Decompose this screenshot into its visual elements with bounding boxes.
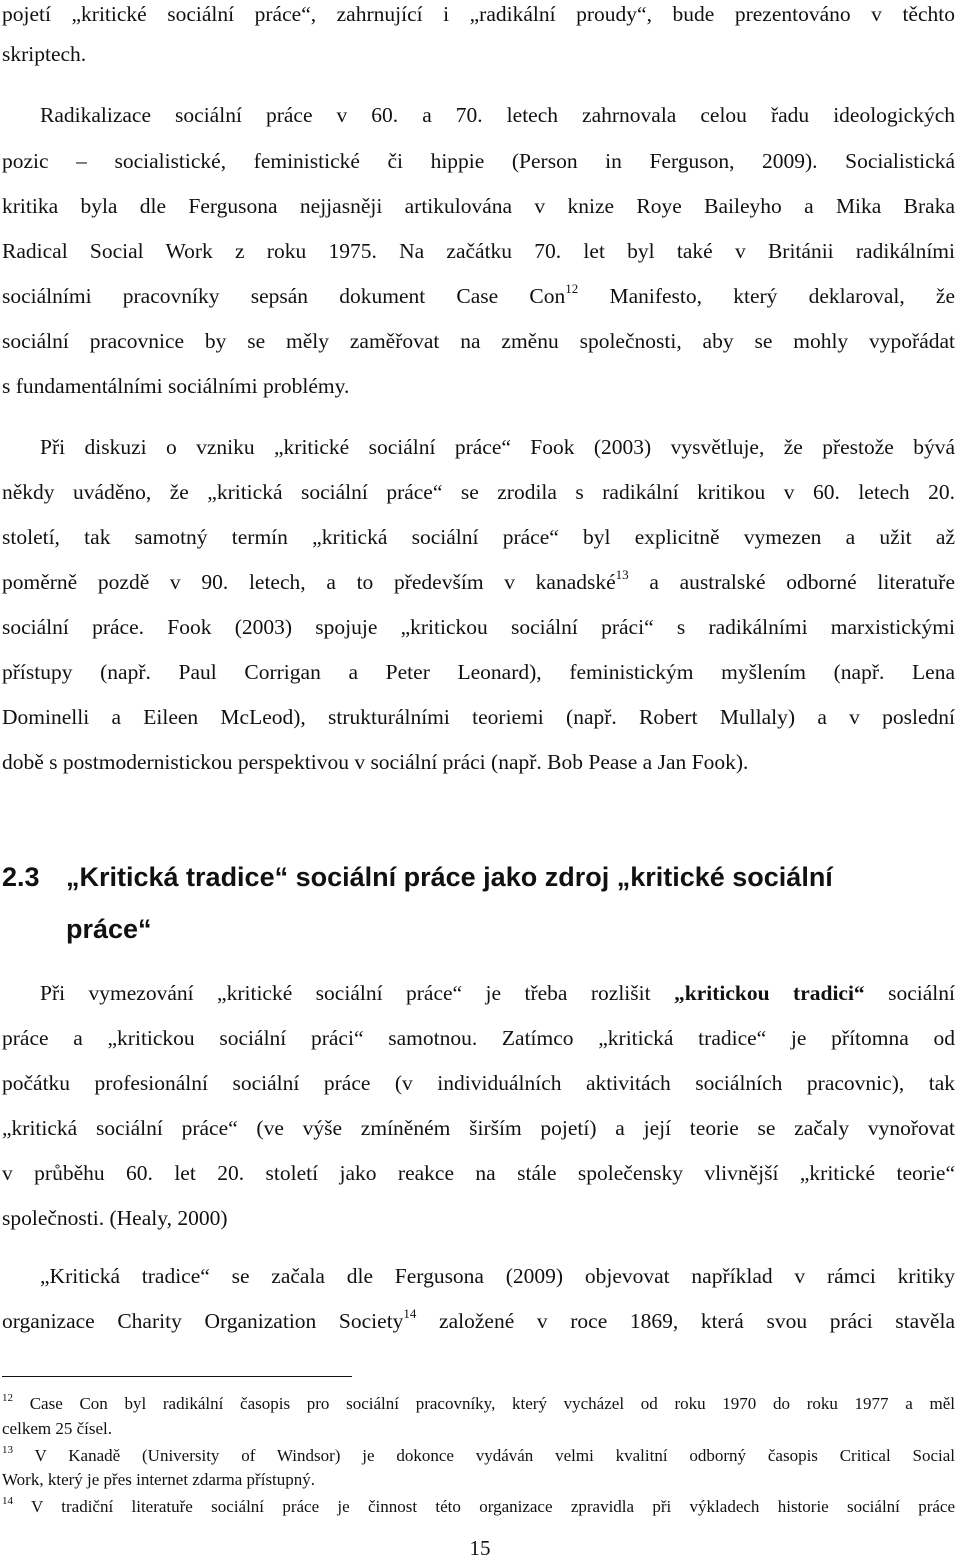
footnote-mark: 13 [2, 1444, 13, 1456]
footnote-13-continued: Work, který je přes internet zdarma přístupný. [2, 1470, 316, 1489]
paragraph-line: Radikalizace sociální práce v 60. a 70. letech zahrnovala celou řadu ideologických [40, 103, 955, 127]
page-number: 15 [469, 1536, 491, 1560]
paragraph-line: pozic – socialistické, feministické či hippie (Person in Ferguson, 2009). Socialistická [2, 149, 955, 173]
footnote-13: $^{13}$ V Kanadě (University of Windsor) je dokonce vydáván velmi kvalitní odborný časopis Critical Social [2, 1444, 955, 1465]
paragraph-line: Radical Social Work z roku 1975. Na začátku 70. let byl také v Británii radikálními [2, 239, 955, 263]
section-number: 2.3 [2, 862, 40, 892]
paragraph-line: Dominelli a Eileen McLeod), strukturálními teoriemi (např. Robert Mullaly) a v poslední [2, 705, 955, 729]
paragraph-line: práce a „kritickou sociální práci“ samotnou. Zatímco „kritická tradice“ je přítomna od [2, 1026, 955, 1050]
paragraph-line: Při vymezování „kritické sociální práce“ je třeba rozlišit „kritickou tradici“ sociální [40, 981, 955, 1005]
section-title: „Kritická tradice“ sociální práce jako zdroj „kritické sociální [66, 862, 833, 892]
paragraph-line: poměrně pozdě v 90. letech, a to především v kanadské$^{13}$ a australské odborné literatuře [2, 567, 955, 594]
paragraph-line: přístupy (např. Paul Corrigan a Peter Leonard), feministickým myšlením (např. Lena [2, 660, 955, 684]
paragraph-line: sociálními pracovníky sepsán dokument Case Con$^{12}$ Manifesto, který deklaroval, že [2, 281, 956, 308]
emphasis: „kritickou tradici“ [674, 981, 865, 1005]
footnote-ref: 14 [403, 1306, 417, 1321]
paragraph-line: „kritická sociální práce“ (ve výše zmíněném širším pojetí) a její teorie se začaly vynořovat [2, 1116, 955, 1140]
paragraph-line: století, tak samotný termín „kritická sociální práce“ byl explicitně vymezen a užit až [2, 525, 955, 549]
paragraph-line: době s postmodernistickou perspektivou v sociální práci (např. Bob Pease a Jan Fook). [2, 750, 749, 774]
paragraph-line: organizace Charity Organization Society$^{14}$ založené v roce 1869, která svou práci stavěla [2, 1306, 955, 1333]
paragraph-line: „Kritická tradice“ se začala dle Fergusona (2009) objevovat například v rámci kritiky [40, 1264, 955, 1288]
paragraph-line: Při diskuzi o vzniku „kritické sociální práce“ Fook (2003) vysvětluje, že přestože bývá [40, 435, 955, 459]
footnote-mark: 14 [2, 1495, 13, 1507]
section-title-continued: práce“ [66, 914, 152, 944]
paragraph-line: sociální pracovnice by se měly zaměřovat na změnu společnosti, aby se mohly vypořádat [2, 329, 955, 353]
paragraph-line: pojetí „kritické sociální práce“, zahrnující i „radikální proudy“, bude prezentováno v těchto [2, 2, 955, 26]
paragraph-line: skriptech. [2, 42, 87, 66]
footnote-ref: 13 [615, 567, 629, 582]
paragraph-line: počátku profesionální sociální práce (v individuálních aktivitách sociálních pracovnic), tak [2, 1071, 955, 1095]
footnote-separator [2, 1376, 352, 1377]
footnote-12-continued: celkem 25 čísel. [2, 1419, 112, 1438]
paragraph-line: kritika byla dle Fergusona nejjasněji artikulována v knize Roye Baileyho a Mika Braka [2, 194, 955, 218]
paragraph-line: s fundamentálními sociálními problémy. [2, 374, 350, 398]
paragraph-line: sociální práce. Fook (2003) spojuje „kritickou sociální práci“ s radikálními marxistickými [2, 615, 955, 639]
footnote-14: $^{14}$ V tradiční literatuře sociální práce je činnost této organizace zpravidla při výkladech historie sociální práce [2, 1495, 955, 1516]
paragraph-line: někdy uváděno, že „kritická sociální práce“ se zrodila s radikální kritikou v 60. letech 20. [2, 480, 955, 504]
paragraph-line: společnosti. (Healy, 2000) [2, 1206, 228, 1230]
paragraph-line: v průběhu 60. let 20. století jako reakce na stále společensky vlivnější „kritické teorie“ [2, 1161, 955, 1185]
footnote-mark: 12 [2, 1392, 13, 1404]
footnote-ref: 12 [565, 281, 579, 296]
footnote-12: $^{12}$ Case Con byl radikální časopis pro sociální pracovníky, který vycházel od roku 1970 do roku 1977 a měl [2, 1392, 955, 1413]
